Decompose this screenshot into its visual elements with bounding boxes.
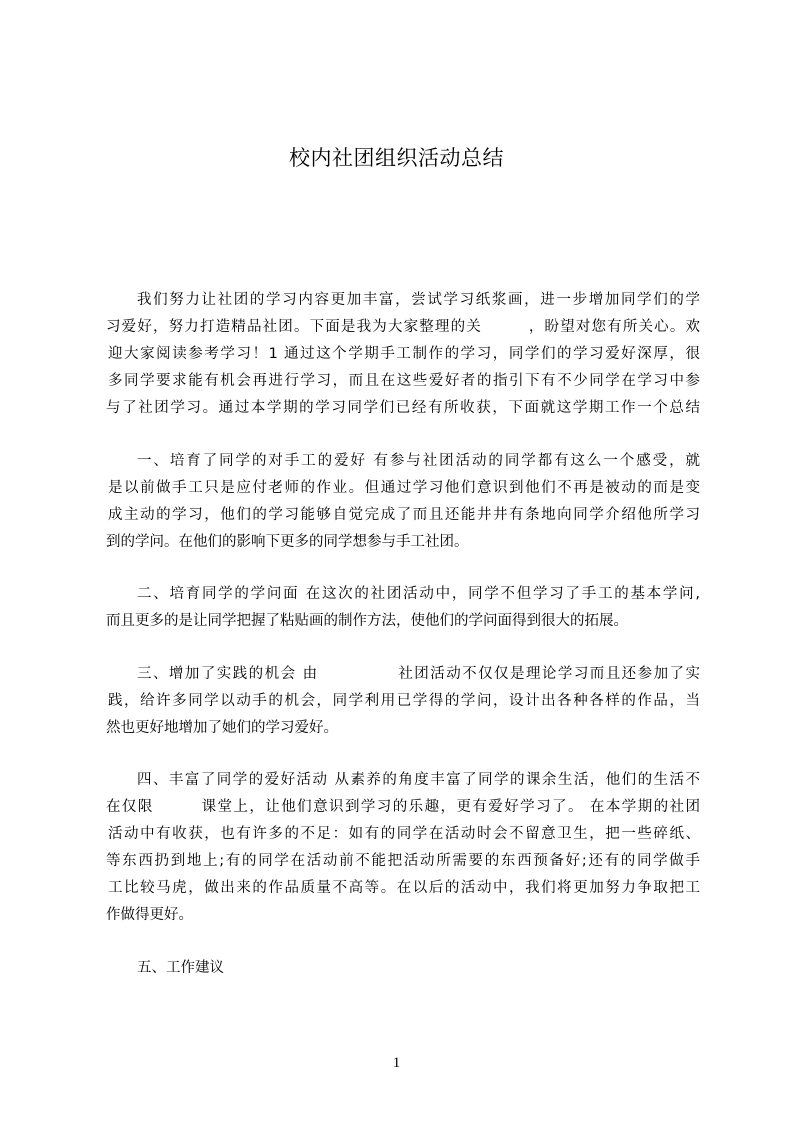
text-line: 我们努力让社团的学习内容更加丰富，尝试学习纸浆画，进一步增加同学们的学 [137, 292, 700, 308]
paragraph-section-3 [106, 661, 700, 742]
text-line: 等东西扔到地上;有的同学在活动前不能把活动所需要的东西预备好;还有的同学做手 [106, 853, 700, 869]
text-line: 三、增加了实践的机会 由 社团活动不仅仅是理论学习而且还参加了实 [137, 666, 700, 682]
paragraph-section-4 [106, 767, 700, 929]
text-line: 而且更多的是让同学把握了粘贴画的制作方法，使他们的学问面得到很大的拓展。 [106, 613, 628, 629]
section-heading: 五、工作建议 [137, 960, 224, 976]
paragraph-section-2 [106, 581, 700, 635]
text-line: 践，给许多同学以动手的机会，同学利用已学得的学问，设计出各种各样的作品，当 [108, 693, 700, 709]
text-line: 四、丰富了同学的爱好活动 从素养的角度丰富了同学的课余生活，他们的生活不 [137, 772, 700, 788]
text-line: 一、培育了同学的对手工的爱好 有参与社团活动的同学都有这么一个感受，就 [137, 453, 700, 469]
text-line: 活动中有收获，也有许多的不足：如有的同学在活动时会不留意卫生，把一些碎纸、 [108, 826, 700, 842]
document-title: 校内社团组织活动总结 [289, 146, 504, 170]
text-line: 作做得更好。 [106, 907, 193, 923]
paragraph-intro [106, 287, 700, 422]
text-line: 习爱好，努力打造精品社团。下面是我为大家整理的关 ，盼望对您有所关心。欢 [106, 319, 700, 335]
text-line: 然也更好地增加了她们的学习爱好。 [106, 720, 338, 736]
text-line: 迎大家阅读参考学习！1 通过这个学期手工制作的学习，同学们的学习爱好深厚，很 [108, 346, 700, 362]
text-line: 与了社团学习。通过本学期的学习同学们已经有所收获，下面就这学期工作一个总结 [106, 400, 700, 416]
text-line: 是以前做手工只是应付老师的作业。但通过学习他们意识到他们不再是被动的而是变 [108, 480, 700, 496]
text-line: 在仅限 课堂上，让他们意识到学习的乐趣，更有爱好学习了。 在本学期的社团 [106, 799, 700, 815]
text-line: 到的学问。在他们的影响下更多的同学想参与手工社团。 [106, 534, 469, 550]
page-number: 1 [392, 1055, 401, 1071]
text-line: 多同学要求能有机会再进行学习，而且在这些爱好者的指引下有不少同学在学习中参 [108, 373, 700, 389]
paragraph-section-5 [106, 955, 700, 982]
text-line: 成主动的学习，他们的学习能够自觉完成了而且还能井井有条地向同学介绍他所学习 [108, 507, 700, 523]
paragraph-section-1 [106, 448, 700, 556]
text-line: 工比较马虎，做出来的作品质量不高等。在以后的活动中，我们将更加努力争取把工 [108, 880, 700, 896]
text-line: 二、培育同学的学问面 在这次的社团活动中，同学不但学习了手工的基本学问, [137, 586, 700, 602]
